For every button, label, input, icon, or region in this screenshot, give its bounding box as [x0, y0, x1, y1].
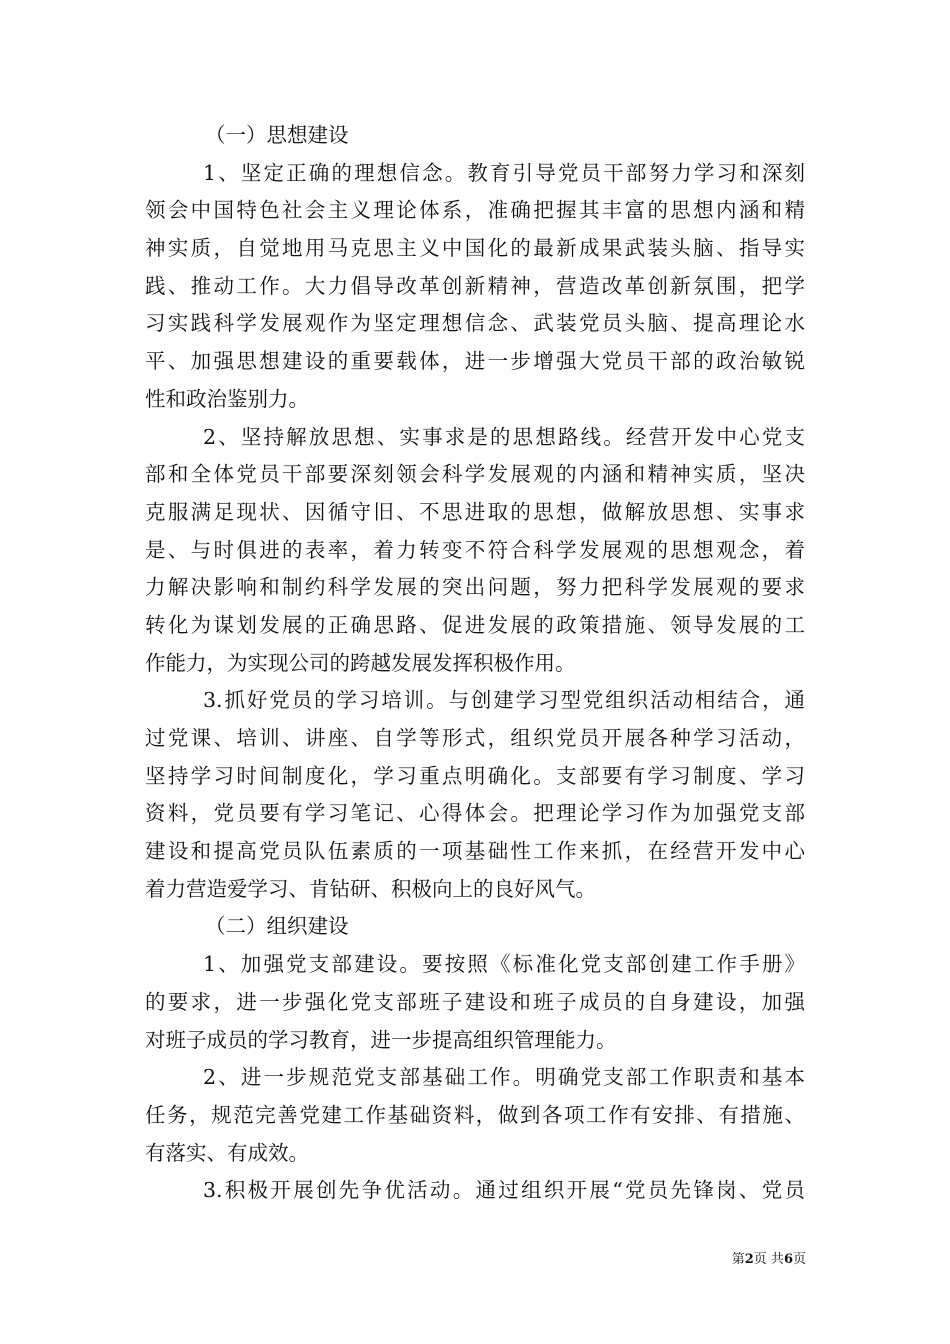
current-page-number: 2 — [744, 1252, 754, 1267]
text-line: 着力营造爱学习、肯钻研、积极向上的良好风气。 — [145, 876, 596, 901]
text-line: 转化为谋划发展的正确思路、促进发展的政策措施、领导发展的工 — [145, 612, 805, 637]
text-line: 有落实、有成效。 — [145, 1140, 309, 1165]
text-line: 对班子成员的学习教育，进一步提高组织管理能力。 — [145, 1027, 617, 1052]
page-footer — [732, 1250, 806, 1270]
text-line: 作能力，为实现公司的跨越发展发挥积极作用。 — [145, 650, 576, 675]
text-line: 资料，党员要有学习笔记、心得体会。把理论学习作为加强党支部 — [145, 801, 805, 826]
text-line: 习实践科学发展观作为坚定理想信念、武装党员头脑、提高理论水 — [145, 311, 805, 336]
text-line: 3.抓好党员的学习培训。与创建学习型党组织活动相结合，通 — [203, 688, 805, 713]
text-line: 克服满足现状、因循守旧、不思进取的思想，做解放思想、实事求 — [145, 499, 805, 524]
text-line: 过党课、培训、讲座、自学等形式，组织党员开展各种学习活动， — [145, 726, 805, 750]
text-line: 1、加强党支部建设。要按照《标准化党支部创建工作手册》 — [203, 952, 805, 977]
text-line: 力解决影响和制约科学发展的突出问题，努力把科学发展观的要求 — [145, 575, 805, 600]
footer-suffix: 页 — [792, 1252, 806, 1267]
text-line: 3.积极开展创先争优活动。通过组织开展“党员先锋岗、党员 — [203, 1178, 805, 1203]
text-line: 建设和提高党员队伍素质的一项基础性工作来抓，在经营开发中心 — [145, 839, 805, 864]
text-line: 的要求，进一步强化党支部班子建设和班子成员的自身建设，加强 — [145, 989, 805, 1014]
text-line: 1、坚定正确的理想信念。教育引导党员干部努力学习和深刻 — [203, 160, 805, 185]
text-line: 践、推动工作。大力倡导改革创新精神，营造改革创新氛围，把学 — [145, 273, 805, 298]
text-line: 任务，规范完善党建工作基础资料，做到各项工作有安排、有措施、 — [145, 1102, 805, 1127]
text-line: 神实质，自觉地用马克思主义中国化的最新成果武装头脑、指导实 — [145, 236, 805, 261]
text-line: 部和全体党员干部要深刻领会科学发展观的内涵和精神实质，坚决 — [145, 462, 805, 487]
text-line: 坚持学习时间制度化，学习重点明确化。支部要有学习制度、学习 — [145, 763, 805, 788]
document-body — [145, 117, 805, 1210]
total-pages-number: 6 — [783, 1252, 793, 1267]
footer-middle: 页 共 — [753, 1252, 784, 1267]
text-line: （二）组织建设 — [205, 914, 349, 939]
text-line: 平、加强思想建设的重要载体，进一步增强大党员干部的政治敏锐 — [145, 349, 805, 374]
text-line: （一）思想建设 — [205, 123, 349, 147]
text-line: 2、坚持解放思想、实事求是的思想路线。经营开发中心党支 — [203, 424, 805, 449]
text-line: 性和政治鉴别力。 — [145, 386, 309, 411]
footer-prefix: 第 — [731, 1252, 745, 1267]
text-line: 是、与时俱进的表率，着力转变不符合科学发展观的思想观念，着 — [145, 537, 805, 562]
text-line: 领会中国特色社会主义理论体系，准确把握其丰富的思想内涵和精 — [145, 198, 805, 223]
text-line: 2、进一步规范党支部基础工作。明确党支部工作职责和基本 — [203, 1065, 805, 1090]
